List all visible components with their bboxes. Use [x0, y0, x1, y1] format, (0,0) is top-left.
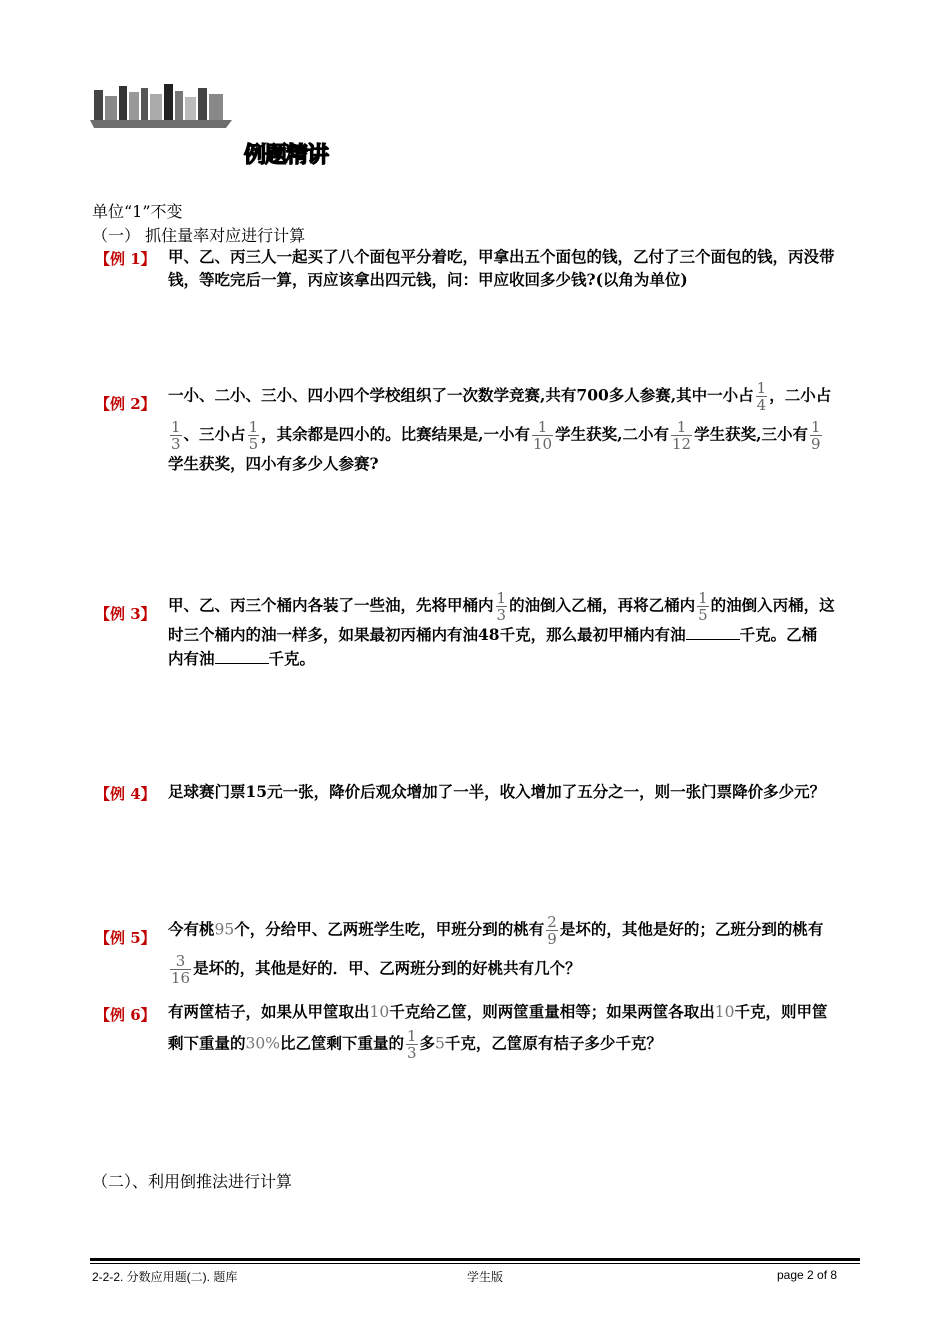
example-5-text: 今有桃95个，分给甲、乙两班学生吃，甲班分到的桃有 $\frac{2}{9}$ 是坏的，其他是好的；乙班分到的桃有 $\frac{3}{16}$ 是坏的，其他是好的．甲、乙两班分到的好桃共有几个？ [168, 913, 824, 987]
fraction: $\frac{1}{3}$ [496, 589, 507, 624]
books-logo [90, 82, 232, 130]
fraction: $\frac{1}{12}$ [672, 418, 692, 453]
footer-left: 2-2-2. 分数应用题(二). 题库 [92, 1270, 238, 1284]
example-label: 【例 6】 [95, 1006, 156, 1024]
example-1-text: 甲、乙、丙三人一起买了八个面包平分着吃，甲拿出五个面包的钱，乙付了三个面包的钱，丙没带 钱，等吃完后一算，丙应该拿出四元钱，问：甲应收回多少钱?(以角为单位) [168, 247, 835, 289]
answer-blank[interactable] [686, 625, 740, 640]
fraction: $\frac{1}{9}$ [811, 418, 821, 453]
fraction: $\frac{2}{9}$ [547, 913, 557, 948]
footer-rule-thin [90, 1263, 860, 1264]
page-title: 例题精讲 [244, 143, 329, 168]
example-label: 【例 5】 [95, 929, 156, 947]
footer-center: 学生版 [467, 1270, 504, 1284]
page-number: page 2 of 8 [777, 1268, 838, 1282]
example-label: 【例 1】 [95, 250, 156, 268]
fraction: $\frac{1}{5}$ [698, 589, 708, 624]
example-3-text: 甲、乙、丙三个桶内各装了一些油，先将甲桶内 $\frac{1}{3}$ 的油倒入乙桶，再将乙桶内 $\frac{1}{5}$ 的油倒入丙桶，这 时三个桶内的油一样多，如果最初丙桶内有油48千克，那么最初甲桶内有油 千克。乙桶 内有油 千克。 [168, 589, 835, 668]
example-2-text: 一小、二小、三小、四小四个学校组织了一次数学竞赛,共有700多人参赛,其中一小占 $\frac{1}{4}$ ，二小占 $\frac{1}{3}$ 、三小占 $\frac{1}{5}$ ，其余都是四小的。比赛结果是,一小有 $\frac{1}{10}$ 学生获奖,二小有 $\frac{1}{12}$ 学生获奖,三小有 $\frac{1}{9}$ 学生获奖，四小有多少人参赛? [168, 379, 832, 473]
fraction: $\frac{1}{3}$ [406, 1027, 417, 1062]
subsection-title: （一） 抓住量率对应进行计算 [92, 226, 306, 245]
fraction: $\frac{1}{10}$ [533, 418, 553, 453]
subsection-title: （二）、利用倒推法进行计算 [92, 1172, 293, 1191]
section-title: 单位“1”不变 [92, 202, 183, 221]
example-6-text: 有两筐桔子，如果从甲筐取出10千克给乙筐，则两筐重量相等；如果两筐各取出10千克，则甲筐 剩下重量的30%比乙筐剩下重量的 $\frac{1}{3}$ 多5千克，乙筐原有桔子多少千克？ [168, 1002, 828, 1062]
footer-rule [90, 1258, 860, 1261]
example-label: 【例 4】 [95, 785, 156, 803]
fraction: $\frac{1}{3}$ [171, 418, 181, 453]
answer-blank[interactable] [215, 649, 269, 664]
example-4-text: 足球赛门票15元一张，降价后观众增加了一半，收入增加了五分之一，则一张门票降价多少元？ [168, 782, 826, 801]
example-label: 【例 3】 [95, 605, 156, 623]
example-label: 【例 2】 [95, 395, 156, 413]
fraction: $\frac{3}{16}$ [171, 952, 191, 987]
fraction: $\frac{1}{5}$ [248, 418, 259, 453]
fraction: $\frac{1}{4}$ [756, 379, 767, 414]
